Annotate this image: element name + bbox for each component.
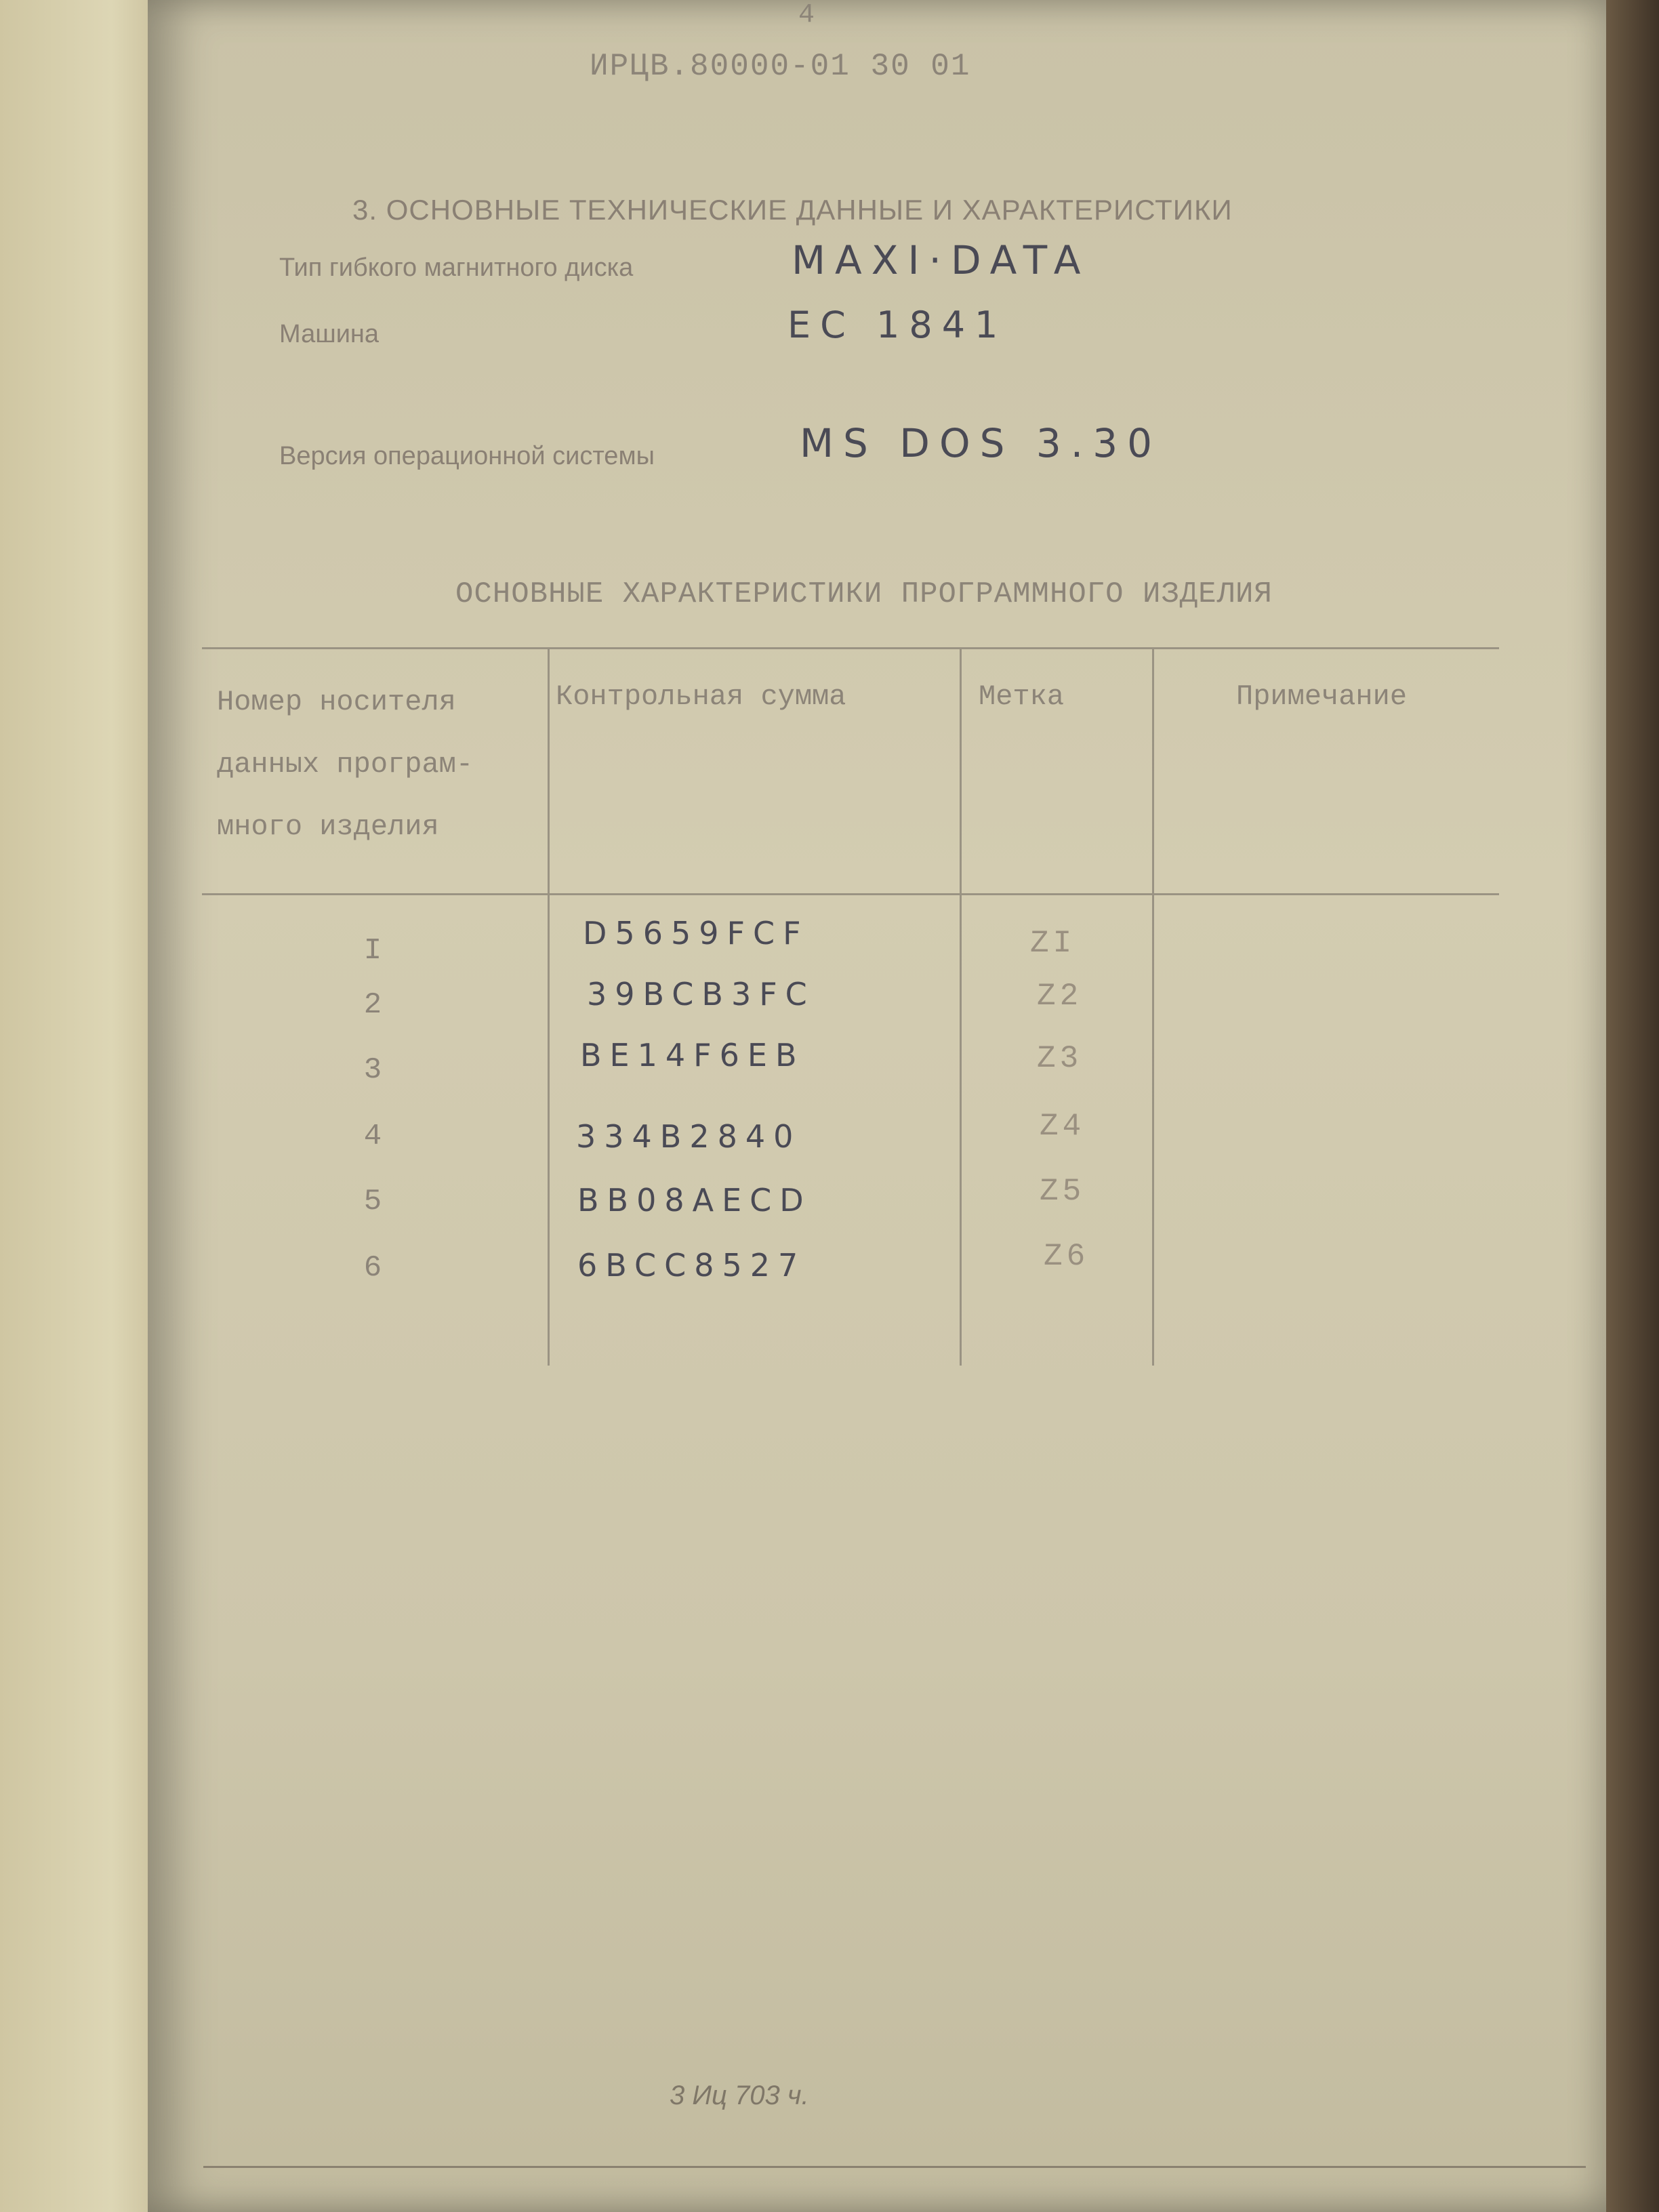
header-note: Примечание	[1236, 680, 1408, 713]
row-3-tag: Z3	[1037, 1041, 1083, 1076]
table-header-rule	[202, 893, 1499, 895]
table-col-divider-1	[548, 647, 550, 1366]
footer-stamp-note: 3 Иц 703 ч.	[670, 2081, 809, 2110]
row-1-number: I	[363, 934, 382, 968]
page-number: 4	[798, 0, 815, 30]
row-2-number: 2	[363, 988, 382, 1022]
page-edge	[1606, 0, 1659, 2212]
row-1-checksum: D5659FCF	[583, 915, 809, 951]
row-3-checksum: BE14F6EB	[580, 1037, 805, 1073]
disk-type-label: Тип гибкого магнитного диска	[279, 253, 634, 282]
row-4-tag: Z4	[1040, 1109, 1086, 1144]
bottom-rule	[203, 2166, 1586, 2168]
table-col-divider-3	[1152, 647, 1154, 1366]
row-5-tag: Z5	[1040, 1174, 1086, 1209]
row-6-checksum: 6BCC8527	[577, 1247, 806, 1284]
table-title: ОСНОВНЫЕ ХАРАКТЕРИСТИКИ ПРОГРАММНОГО ИЗДЕЛИЯ	[455, 577, 1273, 611]
header-checksum: Контрольная сумма	[556, 680, 846, 713]
os-version-value: MS DOS 3.30	[800, 420, 1162, 466]
row-3-number: 3	[363, 1053, 382, 1087]
document-code: ИРЦВ.80000-01 30 01	[590, 49, 971, 84]
machine-label: Машина	[279, 320, 380, 348]
header-carrier-number-line1: Номер носителя	[217, 686, 456, 718]
header-carrier-number-line2: данных програм-	[217, 748, 474, 781]
section-title: 3. ОСНОВНЫЕ ТЕХНИЧЕСКИЕ ДАННЫЕ И ХАРАКТЕРИСТИКИ	[352, 194, 1233, 226]
row-2-checksum: 39BCB3FC	[587, 976, 815, 1012]
machine-value: ЕС 1841	[787, 304, 1008, 346]
header-tag: Метка	[979, 680, 1065, 713]
row-4-checksum: 334B2840	[576, 1118, 802, 1155]
row-5-number: 5	[363, 1185, 382, 1218]
row-6-number: 6	[363, 1251, 382, 1285]
row-5-checksum: BB08AECD	[577, 1182, 812, 1218]
table-top-rule	[202, 647, 1499, 649]
table-col-divider-2	[960, 647, 962, 1366]
row-6-tag: Z6	[1044, 1239, 1090, 1274]
row-4-number: 4	[363, 1120, 382, 1153]
row-2-tag: Z2	[1037, 979, 1083, 1014]
header-carrier-number-line3: много изделия	[217, 811, 439, 843]
disk-type-value: MAXI·DATA	[792, 237, 1090, 283]
os-version-label: Версия операционной системы	[279, 442, 655, 470]
row-1-tag: ZI	[1030, 926, 1076, 961]
